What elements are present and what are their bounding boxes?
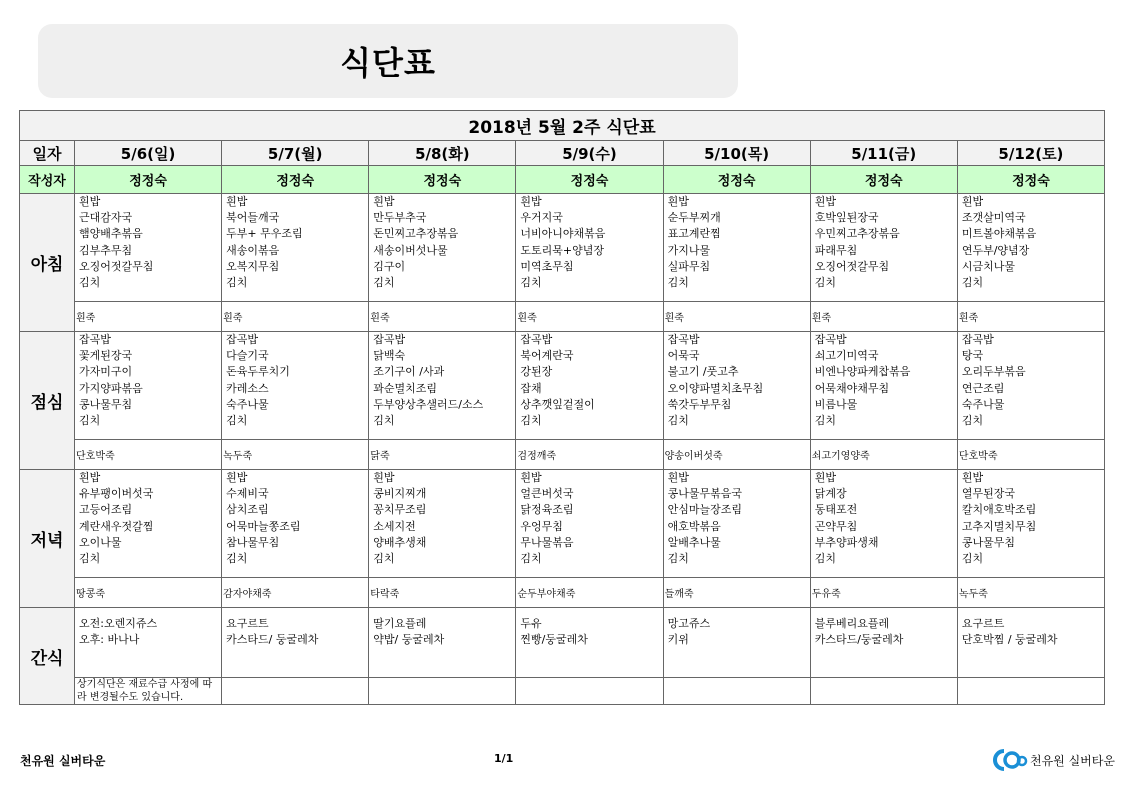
porridge-cell: 흰죽 [222,302,369,332]
breakfast-porridge-row [20,302,1105,332]
menu-item: 잡곡밥 [79,333,111,346]
menu-cell [516,194,663,302]
menu-item: 요구르트 [961,617,1005,630]
footer-org: 천유원 실버타운 [20,754,106,768]
date-label: 일자 [20,141,75,166]
menu-item: 흰밥 [373,471,395,484]
menu-cell [369,194,516,302]
menu-cell [957,332,1104,440]
menu-item: 카레소스 [226,381,269,395]
lunch-label: 점심 [20,332,75,470]
menu-item: 우엉무침 [520,519,563,533]
menu-item: 잡곡밥 [667,333,700,346]
menu-item: 열무된장국 [961,487,1015,501]
menu-item: 흰밥 [520,471,542,484]
menu-item: 김치 [226,414,248,428]
menu-item: 오징어젓갈무침 [814,259,890,273]
menu-item: 불고기 /풋고추 [667,365,739,379]
menu-item: 김치 [961,552,984,566]
menu-item: 쑥갓두부무침 [667,397,732,411]
porridge-cell: 감자야채죽 [222,578,369,608]
menu-item: 콩비지찌개 [373,487,427,501]
writer-cell: 정정숙 [75,166,222,194]
menu-item: 가자미구이 [79,365,133,379]
menu-item: 표고계란찜 [667,227,721,241]
menu-item: 흰밥 [961,471,984,484]
menu-item: 어묵채야채무침 [814,381,890,395]
menu-item: 탕국 [961,349,984,363]
menu-item: 오후: 바나나 [79,633,140,646]
menu-item: 잡곡밥 [961,333,994,346]
menu-item: 김치 [79,552,101,566]
menu-item: 소세지전 [373,519,416,533]
porridge-cell: 단호박죽 [75,440,222,470]
menu-item: 어묵국 [667,349,700,363]
menu-cell [810,332,957,440]
menu-item: 콩나물무침 [961,535,1015,549]
menu-table [19,110,1105,705]
menu-item: 김치 [79,414,101,428]
dinner-porridge-row [20,578,1105,608]
empty-cell [957,678,1104,705]
writer-cell: 정정숙 [369,166,516,194]
menu-item: 계란새우젓갈찜 [79,519,154,533]
menu-item: 가지나물 [667,243,711,257]
menu-item: 애호박볶음 [667,519,721,533]
porridge-cell: 타락죽 [369,578,516,608]
date-cell: 5/6(일) [75,141,222,166]
menu-item: 오리두부볶음 [961,365,1026,379]
menu-item: 약밥/ 둥굴레차 [373,633,445,646]
porridge-cell: 흰죽 [663,302,810,332]
date-row [20,141,1105,166]
menu-item: 김치 [814,552,836,566]
empty-cell [369,678,516,705]
title-banner [38,24,738,98]
menu-item: 김치 [814,414,836,428]
menu-item: 흰밥 [226,471,248,484]
menu-item: 콩나물무볶음국 [667,487,742,501]
menu-item: 망고쥬스 [667,617,711,630]
menu-item: 만두부추국 [373,211,427,225]
menu-item: 얼큰버섯국 [520,487,574,501]
menu-item: 김치 [520,552,542,566]
menu-item: 김치 [373,276,395,290]
porridge-cell: 녹두죽 [222,440,369,470]
menu-cell [369,470,516,578]
menu-item: 흰밥 [667,195,689,208]
snack-cell [369,608,516,678]
menu-item: 파래무침 [814,243,858,257]
menu-item: 잡곡밥 [520,333,553,346]
menu-item: 두부양상추샐러드/소스 [373,397,484,411]
menu-item: 조기구이 /사과 [373,365,445,379]
snack-cell [222,608,369,678]
porridge-cell: 검정깨죽 [516,440,663,470]
menu-item: 김치 [373,414,395,428]
menu-item: 김치 [226,552,248,566]
porridge-cell: 양송이버섯죽 [663,440,810,470]
menu-item: 삼치조림 [226,503,269,517]
menu-item: 유부팽이버섯국 [79,487,154,501]
menu-item: 가지양파볶음 [79,381,143,395]
porridge-cell: 흰죽 [369,302,516,332]
menu-item: 카스타드/ 둥굴레차 [226,633,319,646]
menu-item: 조갯살미역국 [961,211,1026,225]
menu-item: 김치 [667,276,689,290]
menu-item: 김치 [520,414,542,428]
porridge-cell: 두유죽 [810,578,957,608]
porridge-cell: 녹두죽 [957,578,1104,608]
menu-item: 비엔나양파케찹볶음 [814,365,911,379]
menu-cell [516,332,663,440]
writer-cell: 정정숙 [810,166,957,194]
menu-item: 참나물무침 [226,535,280,549]
menu-item: 잡곡밥 [226,333,259,346]
menu-item: 요구르트 [226,617,269,630]
menu-item: 오이나물 [79,535,122,549]
snack-cell [810,608,957,678]
menu-item: 오징어젓갈무침 [79,259,154,273]
note-text: 상기식단은 재료수급 사정에 따라 변경될수도 있습니다. [75,678,222,705]
menu-item: 새송이버섯나물 [373,243,448,257]
writer-cell: 정정숙 [222,166,369,194]
menu-item: 돈육두루치기 [226,365,290,379]
menu-item: 도토리묵+양념장 [520,243,605,257]
menu-item: 우민찌고추장볶음 [814,227,900,241]
menu-item: 오전:오렌지쥬스 [79,617,158,630]
dinner-label: 저녁 [20,470,75,608]
menu-item: 햄양배추볶음 [79,227,143,241]
menu-cell [810,194,957,302]
menu-item: 무나물볶음 [520,535,574,549]
empty-cell [663,678,810,705]
menu-item: 키위 [667,633,689,646]
writer-cell: 정정숙 [957,166,1104,194]
menu-item: 흰밥 [667,471,689,484]
menu-item: 흰밥 [226,195,248,208]
snack-row [20,608,1105,678]
menu-item: 김치 [520,276,542,290]
menu-item: 어묵마늘쫑조림 [226,519,301,533]
empty-cell [810,678,957,705]
menu-item: 김구이 [373,259,406,273]
menu-item: 숙주나물 [961,397,1005,411]
menu-item: 북어계란국 [520,349,574,363]
menu-item: 양배추생채 [373,535,427,549]
menu-item: 블루베리요플레 [814,617,890,630]
menu-item: 흰밥 [79,471,101,484]
menu-item: 김부추무침 [79,243,133,257]
menu-item: 김치 [79,276,101,290]
menu-item: 잡곡밥 [373,333,406,346]
menu-item: 닭정육조림 [520,503,574,517]
writer-cell: 정정숙 [663,166,810,194]
empty-cell [222,678,369,705]
menu-item: 닭계장 [814,487,847,501]
menu-item: 곤약무침 [814,519,858,533]
breakfast-label: 아침 [20,194,75,332]
org-logo-icon [992,747,1028,773]
menu-item: 콩나물무침 [79,397,133,411]
date-cell: 5/11(금) [810,141,957,166]
menu-item: 연두부/양념장 [961,243,1030,257]
menu-item: 닭백숙 [373,349,406,363]
menu-item: 흰밥 [520,195,542,208]
menu-cell [222,470,369,578]
menu-cell [810,470,957,578]
menu-item: 우거지국 [520,211,563,225]
date-cell: 5/10(목) [663,141,810,166]
menu-cell [75,194,222,302]
menu-item: 꽁치무조림 [373,503,427,517]
menu-item: 고등어조림 [79,503,133,517]
menu-cell [369,332,516,440]
page-title: 식단표 [340,44,436,82]
menu-item: 칼치애호박조림 [961,503,1037,517]
menu-item: 수제비국 [226,487,269,501]
table-title: 2018년 5월 2주 식단표 [20,111,1105,141]
menu-cell [222,332,369,440]
menu-item: 흰밥 [373,195,395,208]
menu-item: 돈민찌고추장볶음 [373,227,459,241]
menu-item: 카스타드/둥굴레차 [814,633,904,646]
writer-cell: 정정숙 [516,166,663,194]
menu-item: 동태포전 [814,503,858,517]
date-cell: 5/8(화) [369,141,516,166]
porridge-cell: 단호박죽 [957,440,1104,470]
menu-item: 흰밥 [814,195,836,208]
menu-item: 다슬기국 [226,349,269,363]
menu-cell [516,470,663,578]
porridge-cell: 흰죽 [810,302,957,332]
snack-label: 간식 [20,608,75,705]
porridge-cell: 흰죽 [957,302,1104,332]
note-row [20,678,1105,705]
org-logo [992,747,1115,773]
menu-item: 찐빵/둥굴레차 [520,633,588,646]
menu-item: 김치 [667,552,689,566]
menu-item: 근대감자국 [79,211,133,225]
snack-cell [957,608,1104,678]
menu-item: 새송이볶음 [226,243,280,257]
menu-item: 잡채 [520,381,542,395]
menu-item: 흰밥 [961,195,984,208]
menu-item: 너비아니야채볶음 [520,227,606,241]
menu-item: 북어들깨국 [226,211,280,225]
menu-item: 흰밥 [814,471,836,484]
menu-item: 김치 [961,276,984,290]
menu-item: 비름나물 [814,397,858,411]
menu-item: 시금치나물 [961,259,1015,273]
logo-text: 천유원 실버타운 [1030,753,1115,768]
writer-label: 작성자 [20,166,75,194]
date-cell: 5/12(토) [957,141,1104,166]
porridge-cell: 쇠고기영양죽 [810,440,957,470]
menu-item: 알배추나물 [667,535,721,549]
menu-cell [957,194,1104,302]
porridge-cell: 들깨죽 [663,578,810,608]
menu-item: 실파무침 [667,259,711,273]
snack-cell [516,608,663,678]
menu-item: 안심마늘장조림 [667,503,742,517]
menu-item: 호박잎된장국 [814,211,879,225]
page-number: 1/1 [494,752,514,765]
menu-item: 김치 [814,276,836,290]
date-cell: 5/9(수) [516,141,663,166]
lunch-porridge-row [20,440,1105,470]
menu-cell [75,332,222,440]
menu-cell [957,470,1104,578]
snack-cell [75,608,222,678]
menu-item: 연근조림 [961,381,1005,395]
menu-item: 쇠고기미역국 [814,349,879,363]
date-cell: 5/7(월) [222,141,369,166]
menu-cell [222,194,369,302]
porridge-cell: 땅콩죽 [75,578,222,608]
menu-item: 잡곡밥 [814,333,847,346]
dinner-row [20,470,1105,578]
breakfast-row [20,194,1105,302]
menu-item: 미역초무침 [520,259,574,273]
menu-item: 단호박찜 / 둥굴레차 [961,633,1058,646]
menu-item: 숙주나물 [226,397,269,411]
snack-cell [663,608,810,678]
menu-item: 꽃게된장국 [79,349,133,363]
porridge-cell: 닭죽 [369,440,516,470]
menu-item: 흰밥 [79,195,101,208]
menu-item: 고추지멸치무침 [961,519,1037,533]
porridge-cell: 흰죽 [75,302,222,332]
menu-item: 딸기요플레 [373,617,427,630]
menu-item: 순두부찌개 [667,211,721,225]
menu-item: 상추깻잎겉절이 [520,397,595,411]
menu-cell [663,194,810,302]
menu-cell [75,470,222,578]
menu-item: 미트볼야채볶음 [961,227,1037,241]
menu-item: 두유 [520,617,542,630]
menu-cell [663,470,810,578]
menu-cell [663,332,810,440]
menu-item: 오복지무침 [226,259,280,273]
menu-item: 김치 [373,552,395,566]
porridge-cell: 순두부야채죽 [516,578,663,608]
menu-item: 꽈순멸치조림 [373,381,438,395]
menu-item: 김치 [961,414,984,428]
menu-item: 김치 [226,276,248,290]
menu-item: 김치 [667,414,689,428]
menu-item: 두부+ 무우조림 [226,227,303,241]
porridge-cell: 흰죽 [516,302,663,332]
empty-cell [516,678,663,705]
menu-item: 오이양파멸치초무침 [667,381,764,395]
menu-item: 부추양파생채 [814,535,879,549]
lunch-row [20,332,1105,440]
menu-item: 강된장 [520,365,553,379]
writer-row [20,166,1105,194]
